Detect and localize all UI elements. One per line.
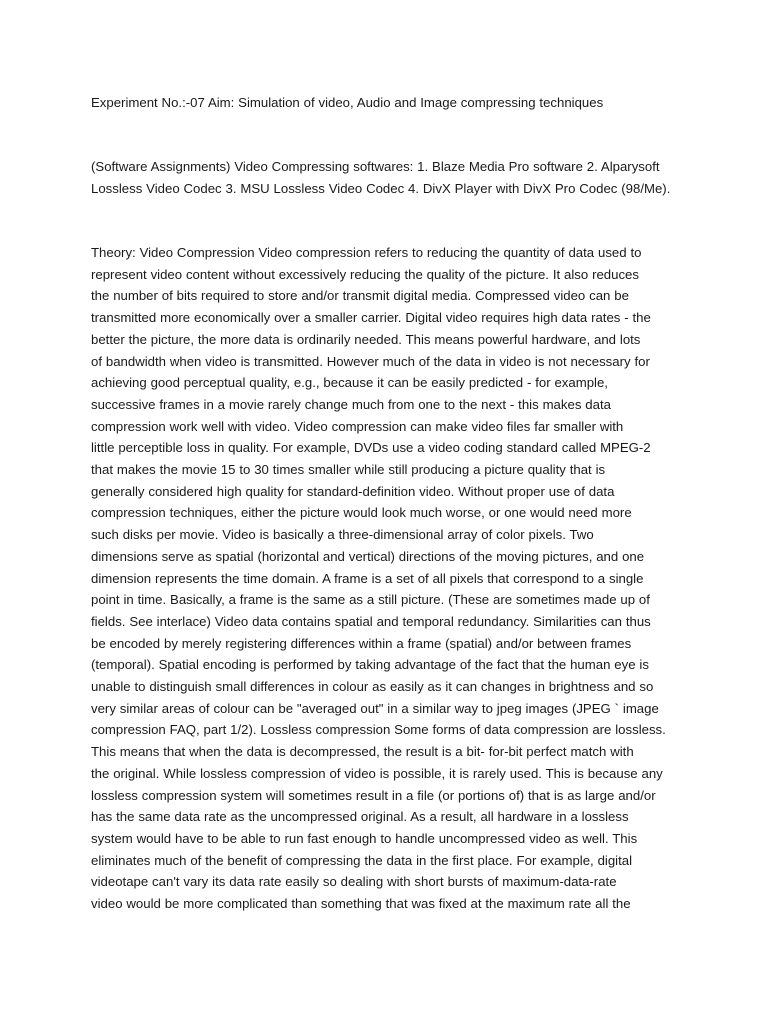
text-line: compression FAQ, part 1/2). Lossless compression Some forms of data compression are lossless.	[91, 722, 666, 738]
text-line: represent video content without excessively reducing the quality of the picture. It also reduces	[91, 266, 639, 282]
text-line: compression work well with video. Video compression can make video files far smaller with	[91, 418, 624, 434]
text-line: dimensions serve as spatial (horizontal and vertical) directions of the moving pictures, and one	[91, 548, 645, 564]
text-line: of bandwidth when video is transmitted. However much of the data in video is not necessary for	[91, 353, 650, 369]
text-line: better the picture, the more data is ordinarily needed. This means powerful hardware, and lots	[91, 331, 641, 347]
experiment-title-paragraph	[91, 92, 683, 114]
text-line: system would have to be able to run fast enough to handle uncompressed video as well. This	[91, 830, 638, 846]
text-line: such disks per movie. Video is basically a three-dimensional array of color pixels. Two	[91, 527, 594, 543]
text-line: videotape can't vary its data rate easily so dealing with short bursts of maximum-data-rate	[91, 874, 617, 890]
text-line: video would be more complicated than something that was fixed at the maximum rate all the	[91, 896, 631, 912]
theory-paragraph	[91, 242, 683, 915]
text-line: (temporal). Spatial encoding is performed by taking advantage of the fact that the human eye is	[91, 657, 649, 673]
text-line: unable to distinguish small differences in colour as easily as it can changes in brightness and so	[91, 679, 654, 695]
text-line: transmitted more economically over a smaller carrier. Digital video requires high data rates - the	[91, 310, 651, 326]
text-line: successive frames in a movie rarely change much from one to the next - this makes data	[91, 396, 611, 412]
text-line: be encoded by merely registering differences within a frame (spatial) and/or between frames	[91, 635, 632, 651]
text-line: generally considered high quality for standard-definition video. Without proper use of data	[91, 483, 615, 499]
text-line: achieving good perceptual quality, e.g., because it can be easily predicted - for example,	[91, 375, 608, 391]
text-line: Lossless Video Codec 3. MSU Lossless Video Codec 4. DivX Player with DivX Pro Codec (98/Me).	[91, 180, 671, 196]
software-assignments-paragraph	[91, 156, 683, 199]
text-line: dimension represents the time domain. A frame is a set of all pixels that correspond to a single	[91, 570, 644, 586]
text-line: Experiment No.:-07 Aim: Simulation of video, Audio and Image compressing techniques	[91, 95, 604, 110]
text-line: the original. While lossless compression of video is possible, it is rarely used. This is because any	[91, 765, 663, 781]
text-line: lossless compression system will sometimes result in a file (or portions of) that is as large and/or	[91, 787, 656, 803]
text-line: This means that when the data is decompressed, the result is a bit- for-bit perfect match with	[91, 744, 634, 760]
text-line: fields. See interlace) Video data contains spatial and temporal redundancy. Similarities can thus	[91, 613, 651, 629]
text-line: has the same data rate as the uncompressed original. As a result, all hardware in a lossless	[91, 809, 629, 825]
text-line: very similar areas of colour can be "averaged out" in a similar way to jpeg images (JPEG ` image	[91, 700, 659, 716]
text-line: little perceptible loss in quality. For example, DVDs use a video coding standard called MPEG-2	[91, 440, 651, 456]
text-line: (Software Assignments) Video Compressing softwares: 1. Blaze Media Pro software 2. Alparysoft	[91, 159, 660, 174]
text-line: compression techniques, either the picture would look much worse, or one would need more	[91, 505, 632, 521]
text-line: point in time. Basically, a frame is the same as a still picture. (These are sometimes made up of	[91, 592, 650, 608]
text-line: eliminates much of the benefit of compressing the data in the first place. For example, digital	[91, 852, 633, 868]
text-line: the number of bits required to store and/or transmit digital media. Compressed video can be	[91, 288, 629, 304]
text-line: that makes the movie 15 to 30 times smaller while still producing a picture quality that is	[91, 462, 606, 478]
text-line: Theory: Video Compression Video compression refers to reducing the quantity of data used to	[91, 245, 642, 260]
